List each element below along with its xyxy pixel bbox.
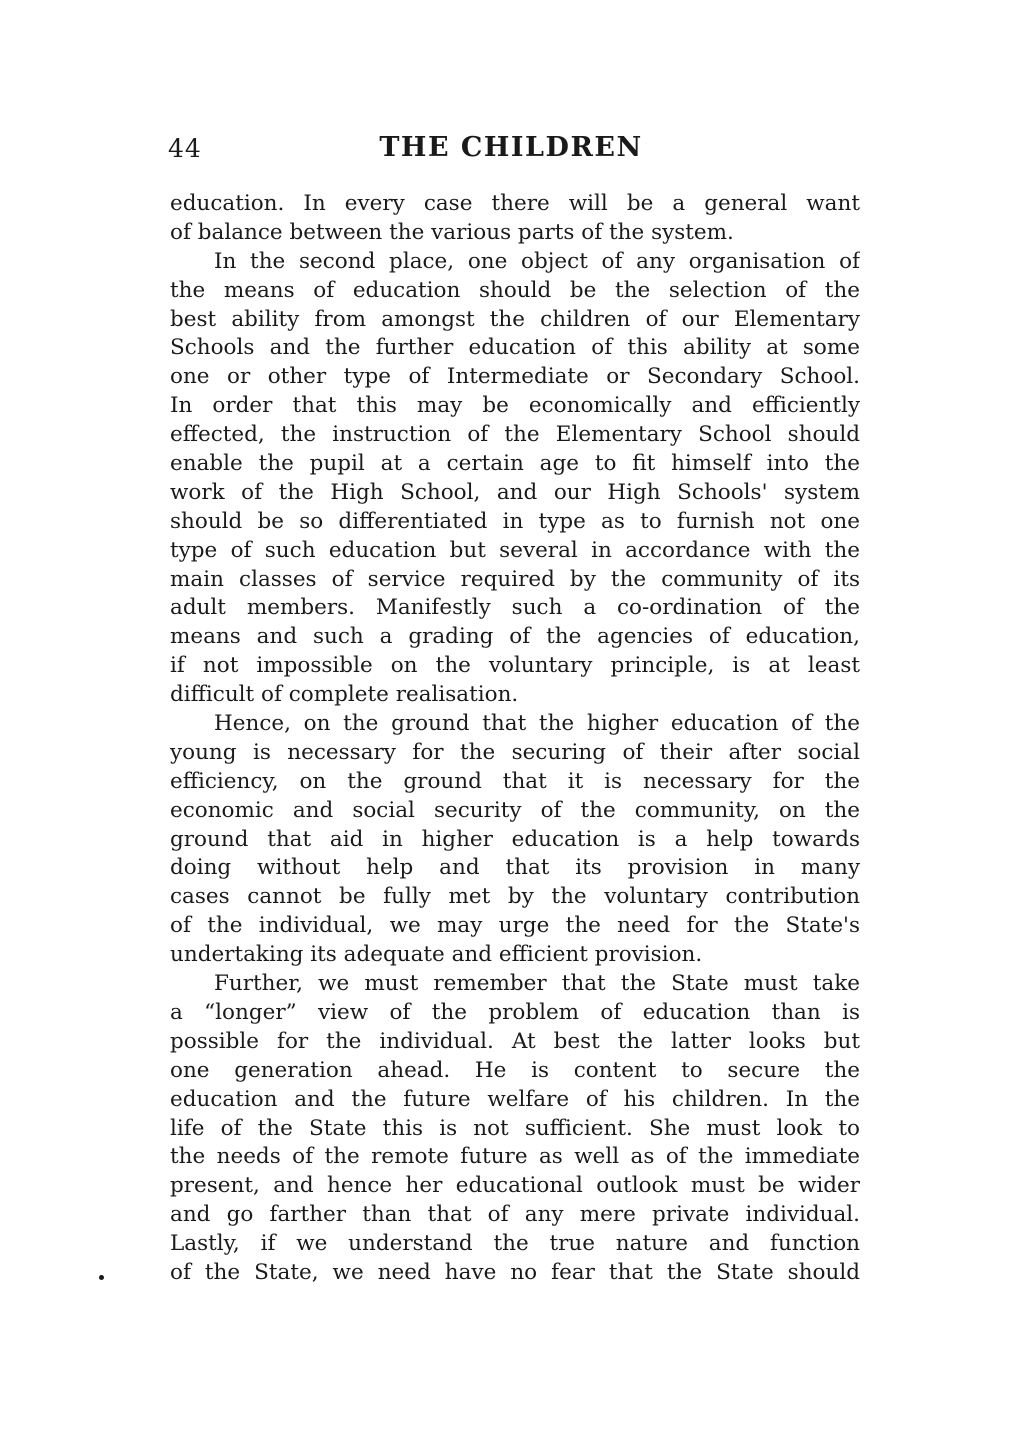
text-line: enable the pupil at a certain age to fit himself into the — [170, 451, 860, 477]
text-line: one generation ahead. He is content to secure the — [170, 1057, 860, 1083]
text-line: present, and hence her educational outlook must be wider — [170, 1173, 860, 1199]
page-header — [168, 132, 854, 172]
text-line: effected, the instruction of the Elementary School should — [170, 422, 860, 448]
page-number: 44 — [168, 134, 202, 163]
text-line: main classes of service required by the community of its — [170, 566, 860, 592]
text-line: difficult of complete realisation. — [170, 682, 519, 708]
text-line: In order that this may be economically and efficiently — [170, 393, 860, 419]
text-line: life of the State this is not sufficient. She must look to — [170, 1115, 860, 1141]
text-line: possible for the individual. At best the latter looks but — [170, 1028, 860, 1054]
body-text — [170, 190, 860, 1288]
text-line: of the State, we need have no fear that the State should — [170, 1259, 860, 1285]
running-title: THE CHILDREN — [379, 132, 643, 163]
margin-dot — [99, 1275, 104, 1280]
text-line: the means of education should be the selection of the — [170, 277, 860, 303]
text-line: undertaking its adequate and efficient provision. — [170, 942, 703, 968]
text-line: young is necessary for the securing of their after social — [170, 739, 860, 765]
text-line: a “longer” view of the problem of education than is — [170, 999, 860, 1025]
text-line: efficiency, on the ground that it is necessary for the — [170, 768, 860, 794]
text-line: education. In every case there will be a general want — [170, 191, 860, 216]
text-line: Lastly, if we understand the true nature and function — [170, 1231, 860, 1257]
text-line: In the second place, one object of any organisation of — [214, 248, 860, 274]
text-line: one or other type of Intermediate or Secondary School. — [170, 364, 860, 390]
text-line: adult members. Manifestly such a co-ordination of the — [170, 595, 860, 621]
text-line: doing without help and that its provision in many — [170, 855, 860, 881]
text-line: means and such a grading of the agencies of education, — [170, 624, 860, 650]
text-line: best ability from amongst the children of our Elementary — [170, 306, 860, 332]
text-line: type of such education but several in accordance with the — [170, 537, 860, 563]
text-line: education and the future welfare of his children. In the — [170, 1086, 860, 1112]
text-line: the needs of the remote future as well as of the immediate — [170, 1144, 860, 1170]
text-line: Hence, on the ground that the higher education of the — [214, 711, 860, 737]
text-line: economic and social security of the community, on the — [170, 797, 860, 823]
text-line: if not impossible on the voluntary principle, is at least — [170, 653, 860, 679]
text-line: ground that aid in higher education is a help towards — [170, 826, 860, 852]
text-line: and go farther than that of any mere private individual. — [170, 1202, 860, 1228]
text-line: Further, we must remember that the State must take — [214, 971, 860, 997]
text-line: should be so differentiated in type as to furnish not one — [170, 508, 860, 534]
text-line: of balance between the various parts of the system. — [170, 219, 734, 245]
text-line: Schools and the further education of this ability at some — [170, 335, 860, 361]
text-line: work of the High School, and our High Schools' system — [170, 479, 860, 505]
text-line: cases cannot be fully met by the voluntary contribution — [170, 884, 860, 910]
text-line: of the individual, we may urge the need for the State's — [170, 913, 860, 939]
